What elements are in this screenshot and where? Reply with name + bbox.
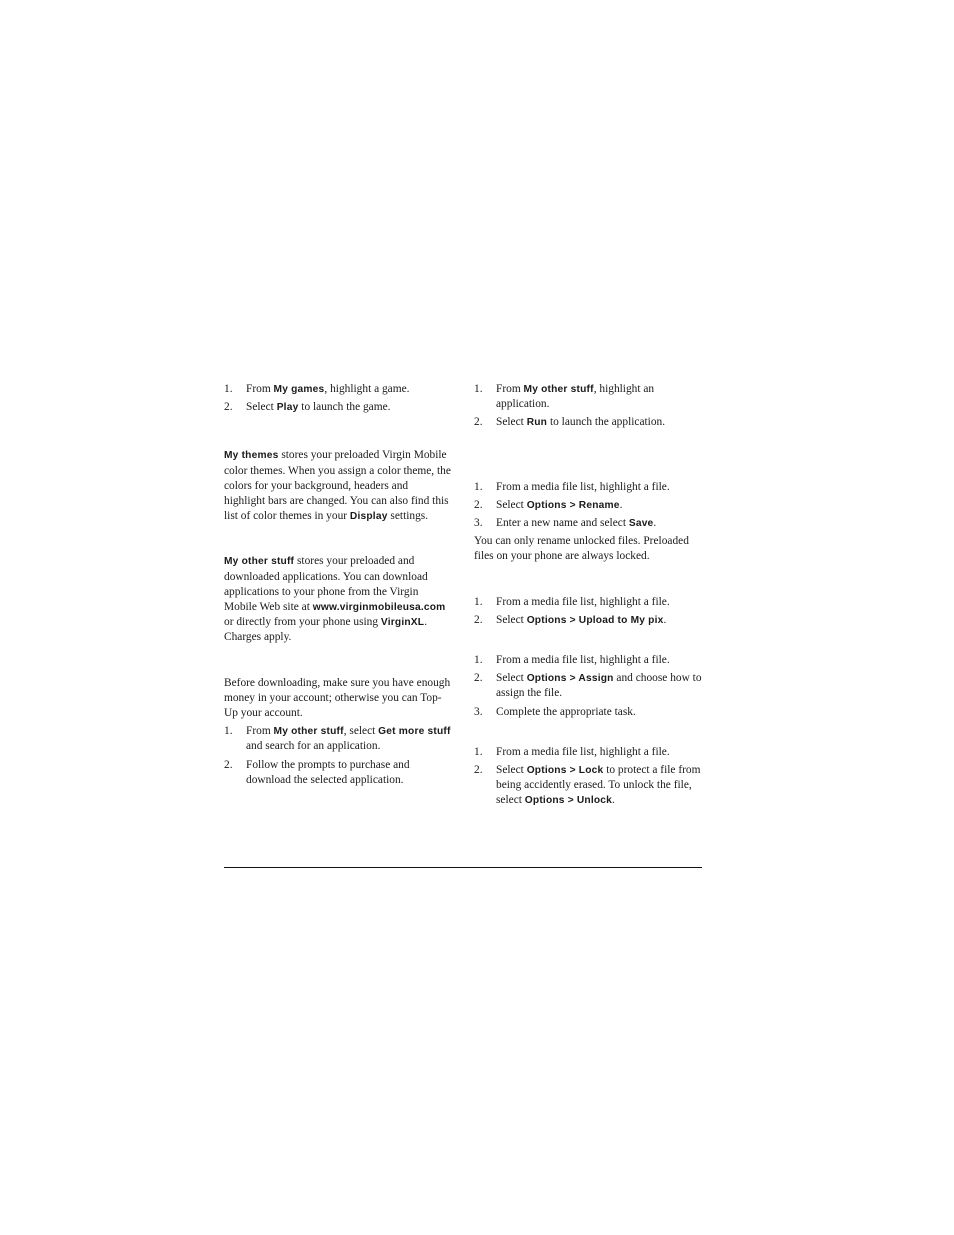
- list-item: 1. From My other stuff, select Get more stuff and search for an application.: [224, 725, 451, 753]
- download-note: Before downloading, make sure you have enough money in your account; otherwise you can Top-Up your account.: [224, 676, 451, 720]
- list-item: 2. Select Options > Upload to My pix.: [474, 613, 667, 626]
- list-item: 1. From a media file list, highlight a file.: [474, 654, 670, 667]
- list-item: 2. Select Play to launch the game.: [224, 401, 391, 414]
- right-column: [474, 382, 702, 812]
- rename-note: You can only rename unlocked files. Preloaded files on your phone are always locked.: [474, 535, 689, 563]
- lock-steps: [474, 745, 702, 809]
- my-themes-paragraph: My themes stores your preloaded Virgin Mobile color themes. When you assign a color theme, the colors for your background, headers and highlight bars are changed. You can also find this list of color themes in your Display settings.: [224, 449, 451, 523]
- list-item: 1. From a media file list, highlight a file.: [474, 595, 670, 608]
- left-column: [224, 382, 452, 791]
- rename-steps: [474, 480, 702, 532]
- list-item: 1. From a media file list, highlight a file.: [474, 745, 670, 758]
- assign-steps: [474, 653, 702, 720]
- list-item: 2. Select Options > Lock to protect a file from being accidently erased. To unlock the file, select Options > Unlock.: [474, 764, 701, 807]
- list-item: 3. Enter a new name and select Save.: [474, 517, 657, 530]
- list-item: 1. From My other stuff, highlight an application.: [474, 383, 655, 411]
- list-item: 2. Select Run to launch the application.: [474, 416, 666, 429]
- my-other-stuff-paragraph: My other stuff stores your preloaded and downloaded applications. You can download applications to your phone from the Virgin Mobile Web site at www.virginmobileusa.com or directly from your phone using VirginXL. Charges apply.: [224, 555, 446, 644]
- run-app-steps: [474, 382, 702, 431]
- list-item: 2. Select Options > Rename.: [474, 498, 623, 511]
- upload-steps: [474, 595, 702, 628]
- footer-rule: [224, 867, 702, 868]
- play-game-steps: [224, 382, 452, 415]
- list-item: 1. From a media file list, highlight a file.: [474, 480, 670, 493]
- list-item: 1. From My games, highlight a game.: [224, 383, 410, 395]
- list-item: 3. Complete the appropriate task.: [474, 705, 636, 718]
- download-steps: [224, 724, 452, 788]
- list-item: 2. Select Options > Assign and choose how to assign the file.: [474, 672, 702, 700]
- list-item: 2. Follow the prompts to purchase and download the selected application.: [224, 758, 410, 786]
